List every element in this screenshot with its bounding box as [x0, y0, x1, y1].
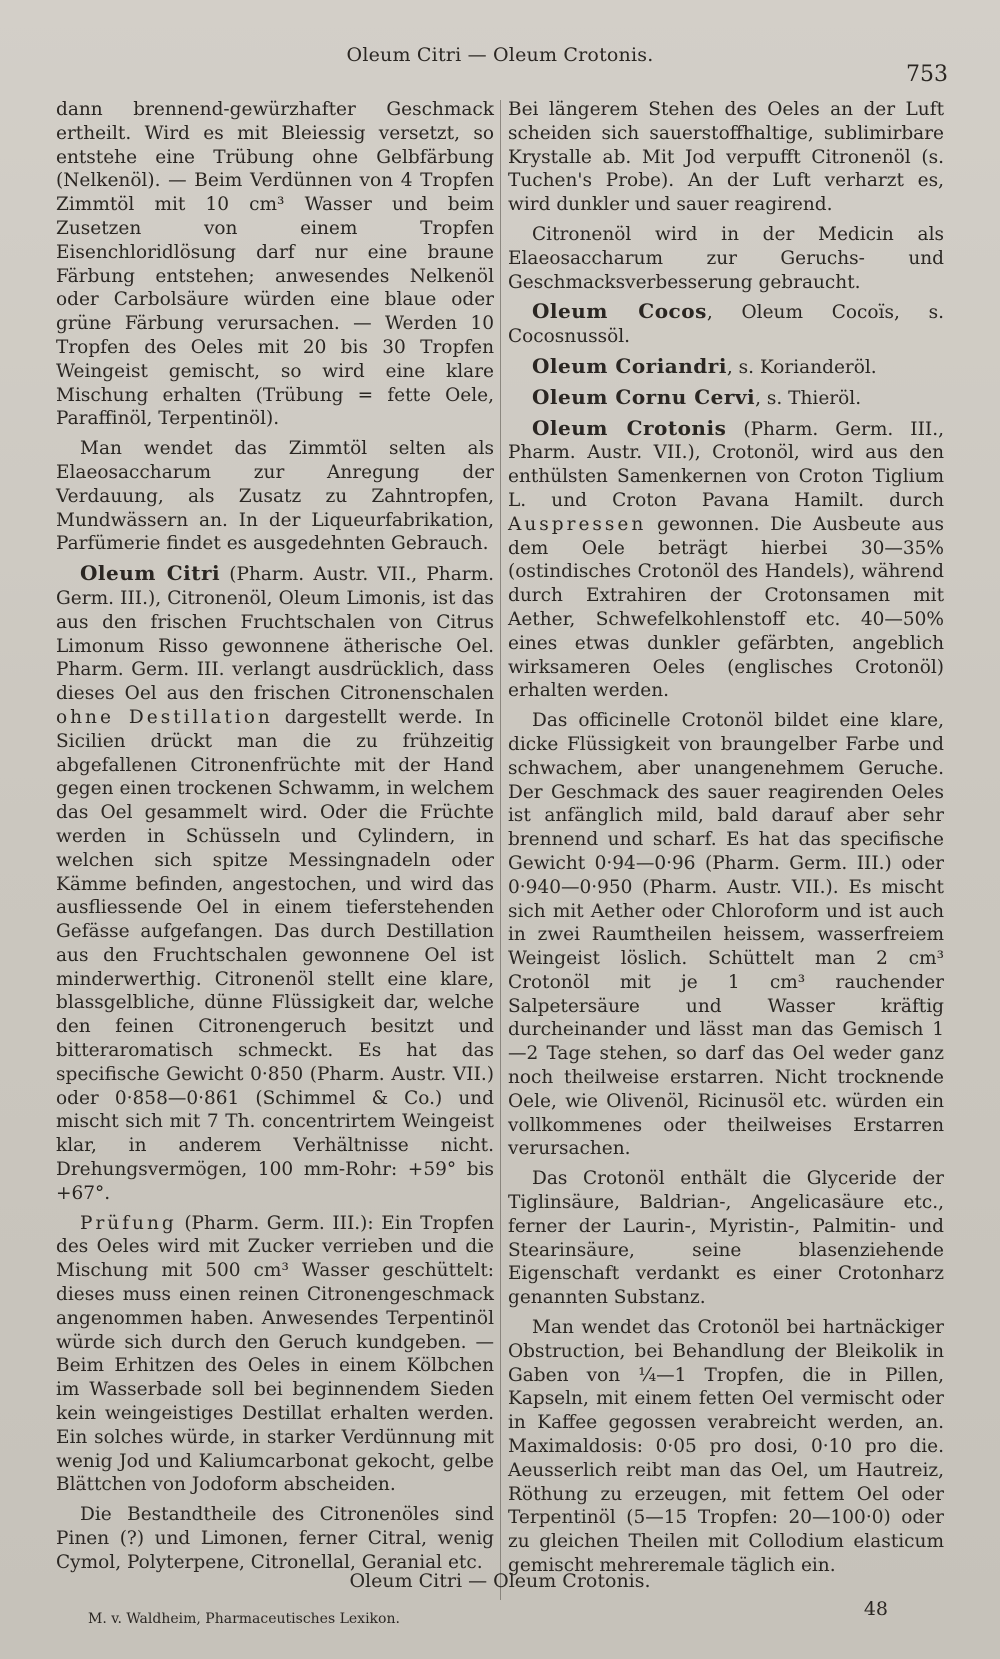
entry-text: , s. Thieröl. — [755, 387, 862, 409]
running-head: Oleum Citri — Oleum Crotonis. — [346, 44, 654, 66]
spaced-emphasis: Prüfung — [80, 1212, 177, 1234]
paragraph-pruefung — [56, 1212, 494, 1498]
entry-text: , s. Korianderöl. — [726, 356, 877, 378]
entry-oleum-crotonis — [508, 417, 944, 704]
headword-oleum-coriandri: Oleum Coriandri — [532, 353, 727, 378]
paragraph-use: Man wendet das Crotonöl bei hartnäckiger Obstruction, bei Behandlung der Bleikolik in Gaben von ¼—1 Tropfen, die in Pillen, Kapseln, mit einem fetten Oel vermischt oder in Kaffee gegossen verabreicht werden, an. Maximaldosis: 0·05 pro dosi, 0·10 pro die. Aeusserlich reibt man das Oel, um Hautreiz, Röthung zu erzeugen, mit fettem Oel oder Terpentinöl (5—15 Tropfen: 20—100·0) oder zu gleichen Theilen mit Collodium elasticum gemischt mehreremale täglich ein. — [508, 1317, 944, 1577]
entry-text: dargestellt werde. In Sicilien drückt man die zu frühzeitig abgefallenen Citronenfrüchte mit der Hand gegen einen trockenen Schwamm, in welchem das Oel gesammelt wird. Oder die Früchte werden in Schüsseln und Cylindern, in welchen sich spitze Messingnadeln oder Kämme befinden, angestochen, und wird das ausfliessende Oel in einem tieferstehenden Gefässe aufgefangen. Das durch Destillation aus den Fruchtschalen gewonnene Oel ist minderwerthig. Citronenöl stellt eine klare, blassgelbliche, dünne Flüssigkeit dar, welche den feinen Citronengeruch besitzt und bitteraromatisch schmeckt. Es hat das specifische Gewicht 0·850 (Pharm. Austr. VII.) oder 0·858—0·861 (Schimmel & Co.) und mischt sich mit 7 Th. concentrirtem Weingeist klar, in anderem Verhältnisse nicht. Drehungsvermögen, 100 mm-Rohr: +59° bis +67°. — [56, 706, 494, 1204]
entry-oleum-cocos — [508, 300, 944, 349]
spaced-emphasis: ohne Destillation — [56, 706, 273, 728]
entry-text: gewonnen. Die Ausbeute aus dem Oele beträgt hierbei 30—35% (ostindisches Crotonöl des Handels), während durch Extrahiren der Crotonsamen mit Aether, Schwefelkohlenstoff etc. 40—50% eines etwas dunkler gefärbten, angeblich wirksameren Oeles (englisches Crotonöl) erhalten werden. — [508, 513, 944, 702]
headword-oleum-crotonis: Oleum Crotonis — [532, 415, 727, 440]
footer-signature: 48 — [863, 1598, 888, 1620]
spaced-emphasis: Auspressen — [508, 513, 647, 535]
right-column — [508, 98, 944, 1584]
entry-oleum-citri — [56, 562, 494, 1206]
paragraph-stehen: Bei längerem Stehen des Oeles an der Luft scheiden sich sauerstoffhaltige, sublimirbare Krystalle ab. Mit Jod verpufft Citronenöl (s. Tuchen's Probe). An der Luft verharzt es, wird dunkler und sauer reagirend. — [508, 99, 944, 216]
paragraph-officinal: Das officinelle Crotonöl bildet eine klare, dicke Flüssigkeit von braungelber Farbe und schwachem, aber unangenehmem Geruche. Der Geschmack des sauer reagirenden Oeles ist anfänglich mild, bald darauf aber sehr brennend und scharf. Es hat das specifische Gewicht 0·94—0·96 (Pharm. Germ. III.) oder 0·940—0·950 (Pharm. Austr. VII.). Es mischt sich mit Aether oder Chloroform und ist auch in zwei Raumtheilen heissem, wasserfreiem Weingeist löslich. Schüttelt man 2 cm³ Crotonöl mit je 1 cm³ rauchender Salpetersäure und Wasser kräftig durcheinander und lässt man das Gemisch 1—2 Tage stehen, so darf das Oel weder ganz noch theilweise erstarren. Nicht trocknende Oele, wie Olivenöl, Ricinusöl etc. würden ein vollkommenes oder theilweises Erstarren verursachen. — [508, 710, 944, 1160]
entry-text: (Pharm. Germ. III., Pharm. Austr. VII.), Crotonöl, wird aus den enthülsten Samenkernen von Croton Tiglium L. und Croton Pavana Hamilt. durch — [508, 418, 944, 511]
paragraph-zimmtoel-test: dann brennend-gewürzhafter Geschmack ertheilt. Wird es mit Bleiessig versetzt, so entstehe eine Trübung ohne Gelbfärbung (Nelkenöl). — Beim Verdünnen von 4 Tropfen Zimmtöl mit 10 cm³ Wasser und beim Zusetzen von einem Tropfen Eisenchloridlösung darf nur eine braune Färbung entstehen; anwesendes Nelkenöl oder Carbolsäure würden eine blaue oder grüne Färbung verursachen. — Werden 10 Tropfen des Oeles mit 20 bis 30 Tropfen Weingeist gemischt, so wird eine klare Mischung erhalten (Trübung = fette Oele, Paraffinöl, Terpentinöl). — [56, 99, 494, 430]
headword-oleum-cornu-cervi: Oleum Cornu Cervi — [532, 384, 756, 409]
entry-text: (Pharm. Germ. III.): Ein Tropfen des Oeles wird mit Zucker verrieben und die Mischung mit 500 cm³ Wasser geschüttelt: dieses muss einen reinen Citronengeschmack angenommen haben. Anwesendes Terpentinöl würde sich durch den Geruch kundgeben. — Beim Erhitzen des Oeles in einem Kölbchen im Wasserbade soll bei beginnendem Sieden kein weingeistiges Destillat erhalten werden. Ein solches würde, in starker Verdünnung mit wenig Jod und Kaliumcarbonat gekocht, gelbe Blättchen von Jodoform abscheiden. — [56, 1212, 494, 1496]
column-divider — [500, 100, 501, 1600]
left-column — [56, 98, 494, 1581]
headword-oleum-citri: Oleum Citri — [80, 561, 221, 586]
entry-oleum-coriandri — [508, 355, 944, 380]
entry-text: (Pharm. Austr. VII., Pharm. Germ. III.), Citronenöl, Oleum Limonis, ist das aus den frischen Fruchtschalen von Citrus Limonum Risso gewonnene ätherische Oel. Pharm. Germ. III. verlangt ausdrücklich, dass dieses Oel aus den frischen Citronenschalen — [56, 564, 494, 705]
footer-title: Oleum Citri — Oleum Crotonis. — [349, 1570, 651, 1592]
entry-oleum-cornu-cervi — [508, 386, 944, 411]
paragraph-bestandtheile: Die Bestandtheile des Citronenöles sind Pinen (?) und Limonen, ferner Citral, wenig Cymol, Polyterpene, Citronellal, Geranial etc. — [56, 1504, 494, 1573]
entry-text: , Oleum Cocoïs, s. Cocosnussöl. — [508, 302, 944, 348]
paragraph-zimmtoel-use: Man wendet das Zimmtöl selten als Elaeosaccharum zur Anregung der Verdauung, als Zusatz zu Zahntropfen, Mundwässern an. In der Liqueurfabrikation, Parfümerie findet es ausgedehnten Gebrauch. — [56, 438, 494, 555]
headword-oleum-cocos: Oleum Cocos — [532, 299, 707, 324]
paragraph-glyceride: Das Crotonöl enthält die Glyceride der Tiglinsäure, Baldrian-, Angelicasäure etc., ferner der Laurin-, Myristin-, Palmitin- und Stearinsäure, seine blasenziehende Eigenschaft verdankt es einer Crotonharz genannten Substanz. — [508, 1168, 944, 1309]
paragraph-medicin: Citronenöl wird in der Medicin als Elaeosaccharum zur Geruchs- und Geschmacksverbesserung gebraucht. — [508, 223, 944, 293]
page-number: 753 — [906, 62, 948, 87]
footer-imprint: M. v. Waldheim, Pharmaceutisches Lexikon. — [88, 1611, 400, 1627]
